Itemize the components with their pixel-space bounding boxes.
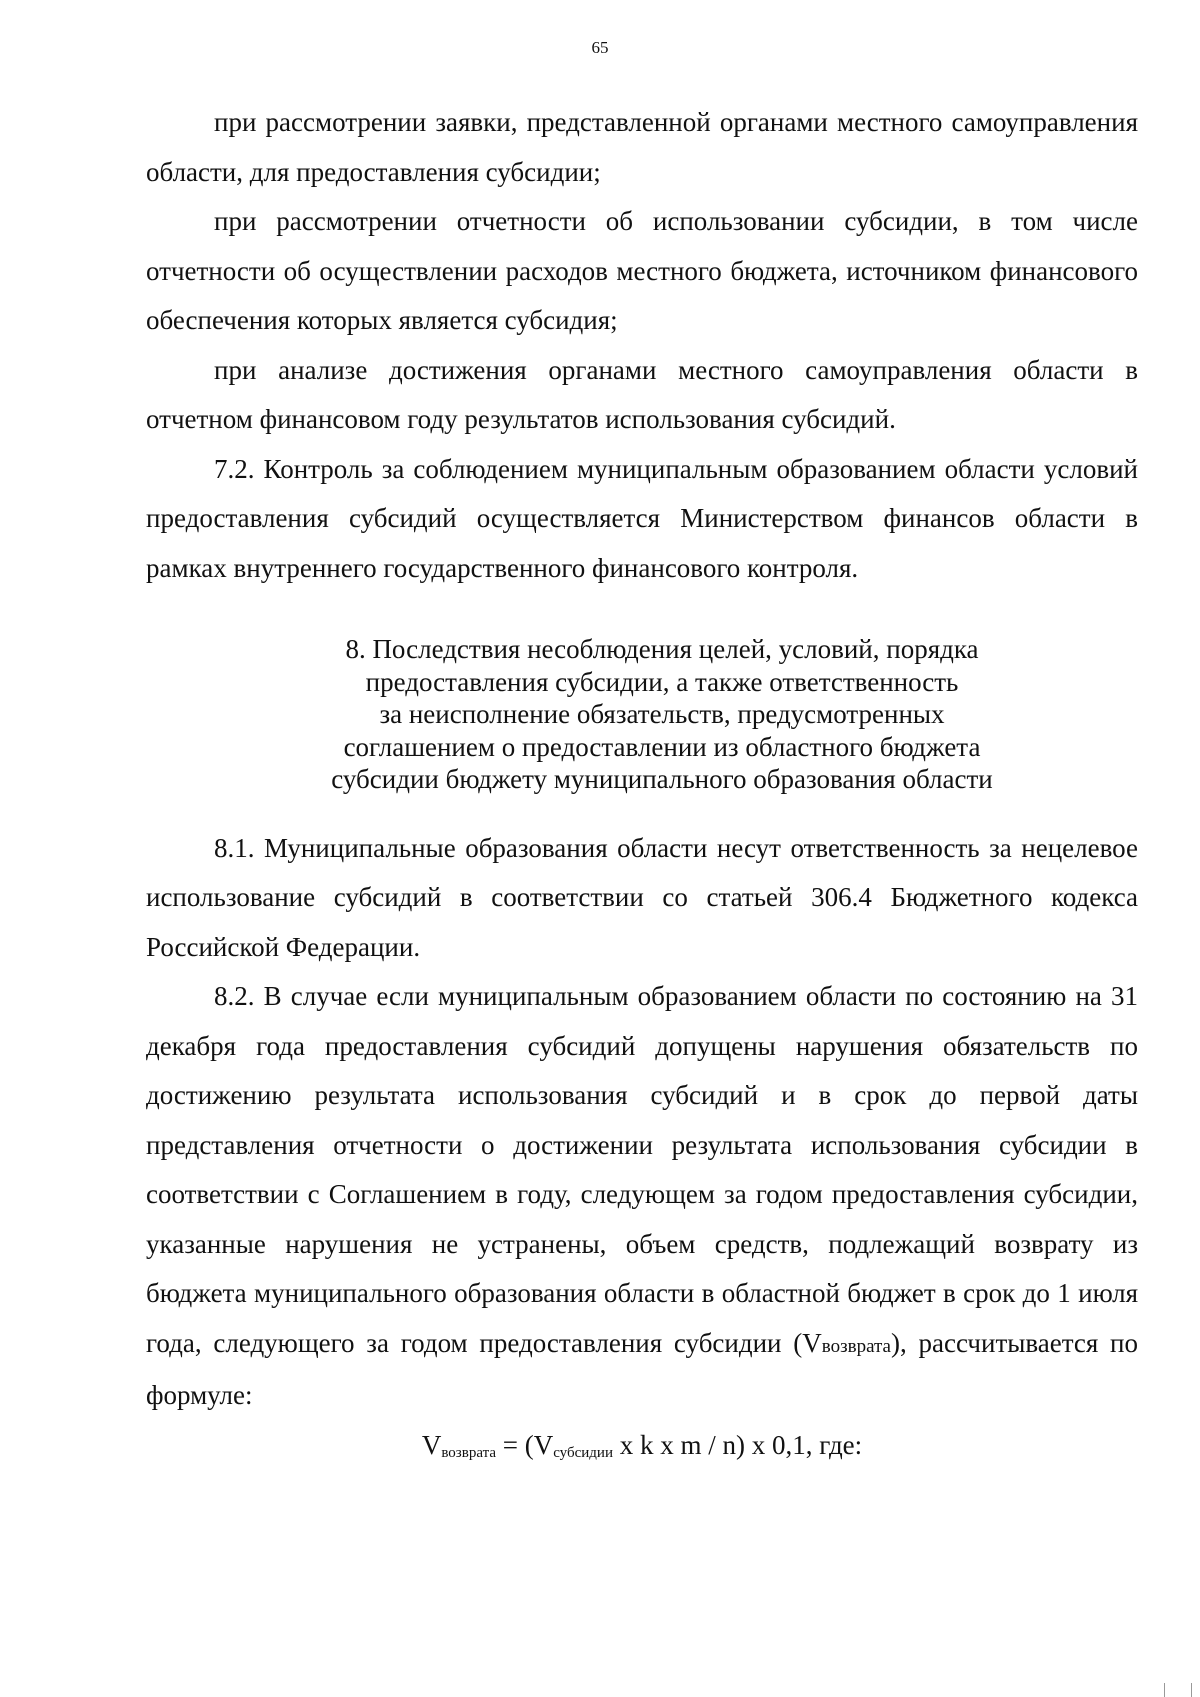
paragraph-7-2: 7.2. Контроль за соблюдением муниципальным образованием области условий предоставления субсидий осуществляется Министерством финансов области в рамках внутреннего государственного финансового контроля. (146, 453, 1138, 583)
paragraph-8-2 (146, 972, 1138, 1421)
page-number: 65 (591, 38, 609, 57)
formula-lhs-letter: V (421, 1429, 442, 1460)
paragraph-8-2-tail: ), рассчитывается по формуле: (146, 1327, 1138, 1410)
paragraph: при рассмотрении отчетности об использовании субсидии, в том числе отчетности об осуществлении расходов местного бюджета, источником финансового обеспечения которых является субсидия; (146, 206, 1138, 335)
heading-line: 8. Последствия несоблюдения целей, условий, порядка (345, 634, 979, 664)
heading-line: предоставления субсидии, а также ответственность (365, 666, 959, 697)
paragraph: при анализе достижения органами местного самоуправления области в отчетном финансовом году результатов использования субсидий. (146, 354, 1138, 434)
variable-subscript: возврата (821, 1335, 891, 1357)
heading-line: соглашением о предоставлении из областного бюджета (343, 731, 981, 762)
variable-letter: V (802, 1327, 822, 1358)
paragraph-8-2-text: 8.2. В случае если муниципальным образованием области по состоянию на 31 декабря года предоставления субсидий допущены нарушения обязательств по достижению результата использования субсидий и в срок до первой даты представления отчетности о достижении результата использования субсидии в соответствии с Соглашением в году, следующем за годом предоставления субсидии, указанные нарушения не устранены, объем средств, подлежащий возврату из бюджета муниципального образования области в областной бюджет в срок до 1 июля года, следующего за годом предоставления субсидии ( (146, 981, 1138, 1358)
heading-line: субсидии бюджету муниципального образования области (331, 764, 993, 794)
paragraph-8-1: 8.1. Муниципальные образования области несут ответственность за нецелевое использование субсидий в соответствии со статьей 306.4 Бюджетного кодекса Российской Федерации. (146, 832, 1138, 962)
document-body (146, 98, 1138, 1473)
formula (146, 1425, 1138, 1473)
section-heading (146, 633, 1138, 796)
formula-lhs-subscript: возврата (441, 1444, 496, 1461)
scan-artifact (1164, 1683, 1192, 1697)
paragraph: при рассмотрении заявки, представленной органами местного самоуправления области, для предоставления субсидии; (146, 107, 1138, 187)
formula-rhs-letter: V (533, 1429, 554, 1460)
heading-line: за неисполнение обязательств, предусмотренных (379, 699, 945, 729)
formula-equals: = ( (495, 1429, 534, 1460)
formula-rhs-subscript: субсидии (553, 1444, 613, 1461)
formula-rest: x k x m / n) x 0,1, где: (612, 1429, 863, 1460)
